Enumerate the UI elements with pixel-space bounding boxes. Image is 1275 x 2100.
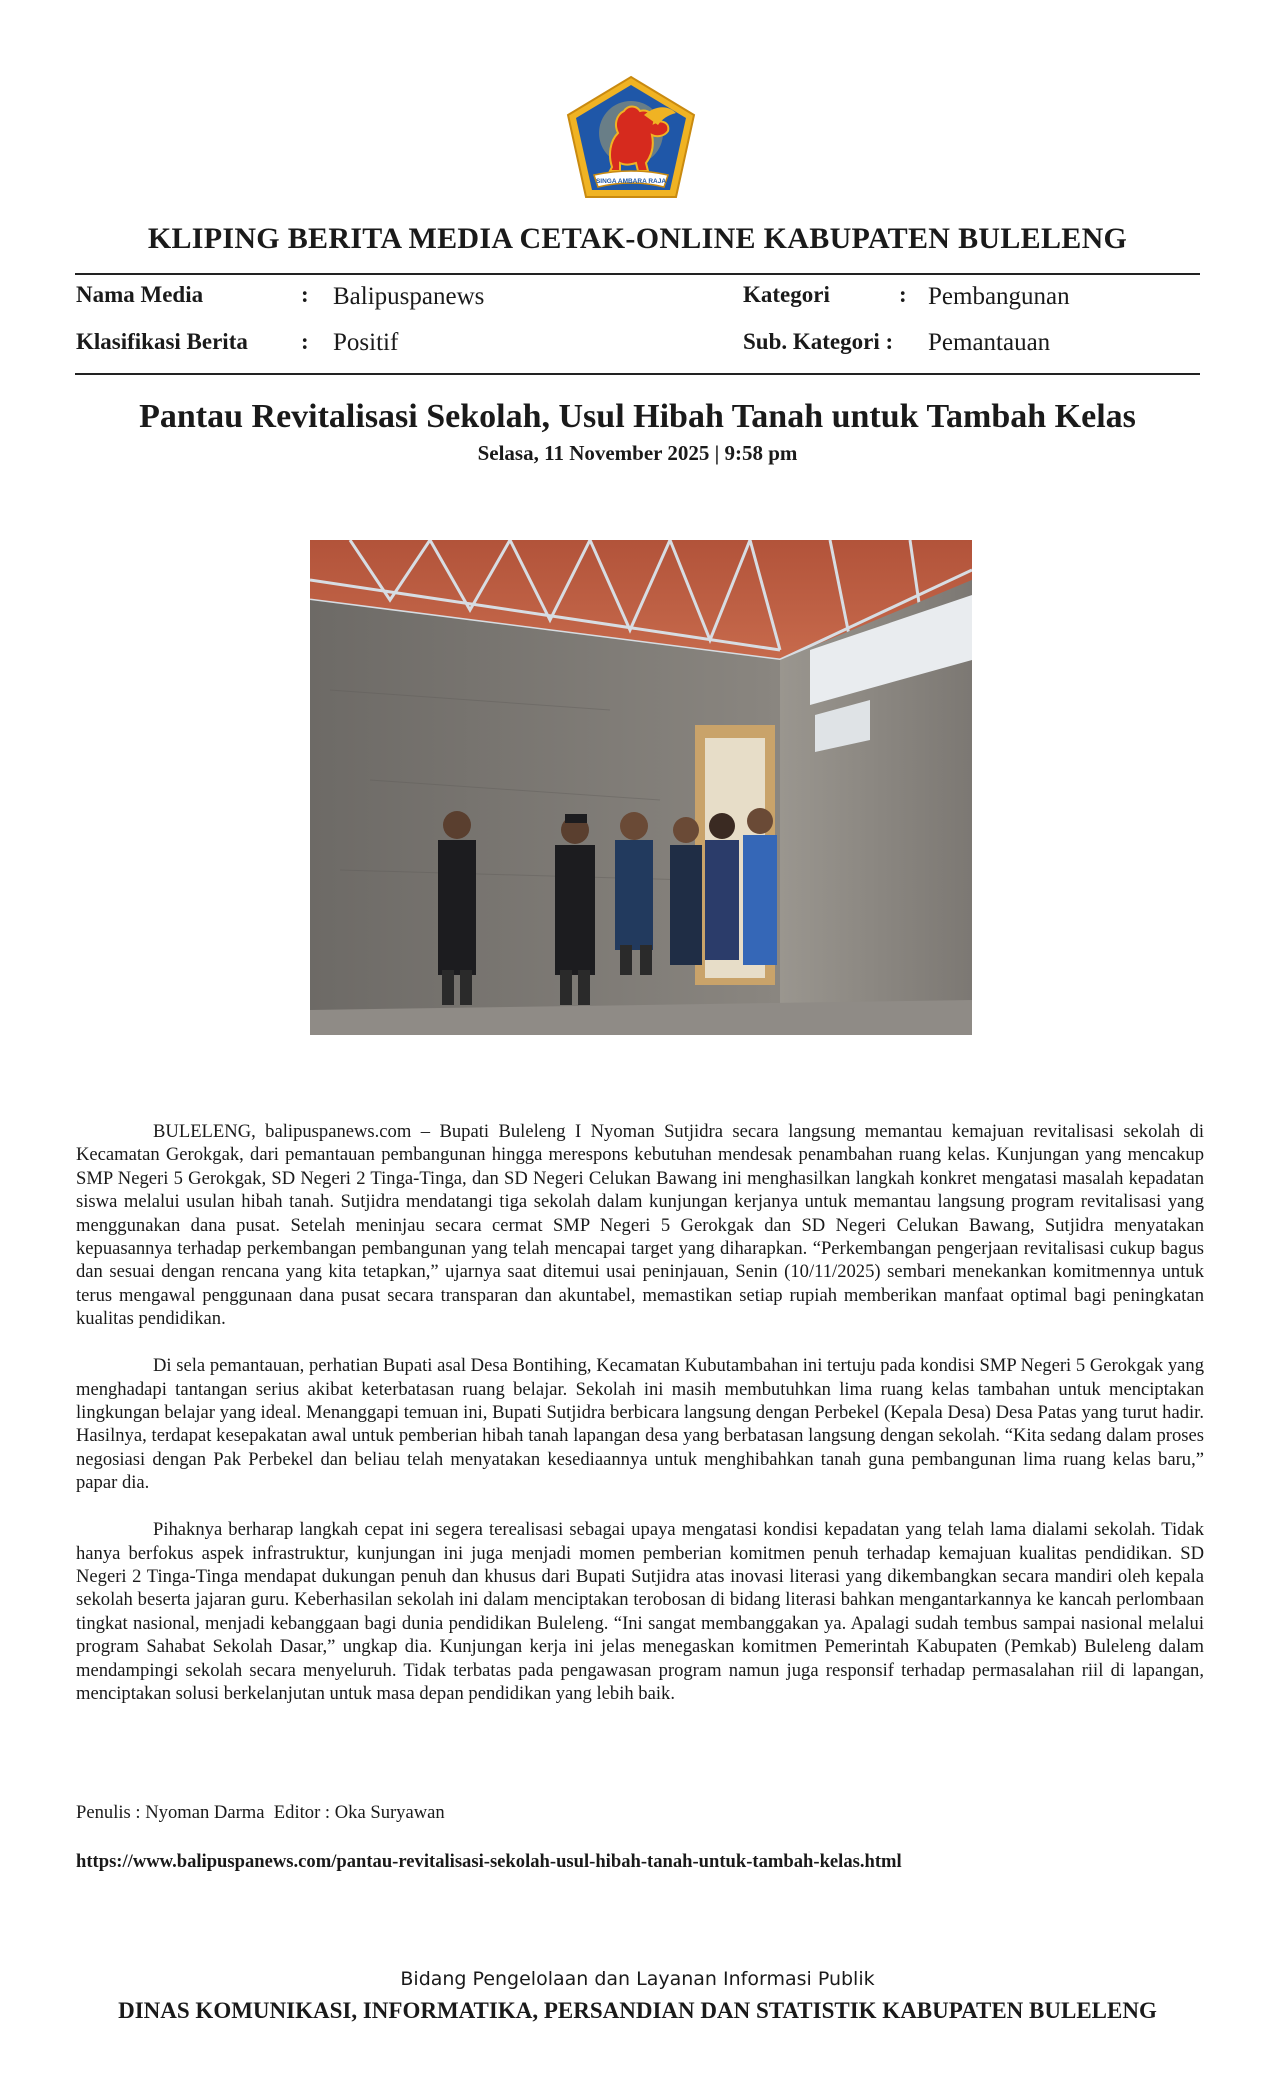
klasifikasi-value: Positif [333,329,399,356]
sub-kategori-value: Pemantauan [928,329,1051,356]
article-paragraph: Pihaknya berharap langkah cepat ini segera terealisasi sebagai upaya mengatasi kondisi kepadatan yang telah lama dialami sekolah. Tidak hanya berfokus aspek infrastruktur, kunjungan ini juga menjadi momen pemberian komitmen penuh terhadap kemajuan kualitas pendidikan. SD Negeri 2 Tinga-Tinga mendapat dukungan penuh dan khusus dari Bupati Sutjidra atas inovasi literasi yang dikembangkan secara mandiri oleh kepala sekolah beserta jajaran guru. Keberhasilan sekolah ini dalam menciptakan terobosan di bidang literasi bahkan mengantarkannya ke kancah perlombaan tingkat nasional, menjadi kebanggaan bagi dunia pendidikan Buleleng. “Ini sangat membanggakan ya. Apalagi sudah tembus sampai nasional melalui program Sahabat Sekolah Dasar,” ungkap dia. Kunjungan kerja ini jelas menegaskan komitmen Pemerintah Kabupaten (Pemkab) Buleleng dalam mendampingi sekolah secara menyeluruh. Tidak terbatas pada pengawasan program namun juga responsif terhadap permasalahan riil di lapangan, menciptakan solusi berkelanjutan untuk masa depan pendidikan yang lebih baik. [76,1519,1204,1704]
top-divider [75,273,1200,275]
kategori-label: Kategori [743,282,830,307]
article-paragraph: BULELENG, balipuspanews.com – Bupati Buleleng I Nyoman Sutjidra secara langsung memantau kemajuan revitalisasi sekolah di Kecamatan Gerokgak, dari pemantauan pembangunan hingga merespons kebutuhan mendesak penambahan ruang kelas. Kunjungan yang mencakup SMP Negeri 5 Gerokgak, SD Negeri 2 Tinga-Tinga, dan SD Negeri Celukan Bawang ini menghasilkan langkah konkret mengatasi masalah kepadatan siswa melalui usulan hibah tanah. Sutjidra mendatangi tiga sekolah dalam kunjungan kerjanya untuk memantau langsung program revitalisasi yang menggunakan dana pusat. Setelah meninjau secara cermat SMP Negeri 5 Gerokgak dan SD Negeri Celukan Bawang, Sutjidra menyatakan kepuasannya terhadap perkembangan pembangunan yang telah mencapai target yang diharapkan. “Perkembangan pengerjaan revitalisasi cukup bagus dan sesuai dengan rencana yang kita tetapkan,” ujarnya saat ditemui usai peninjauan, Senin (10/11/2025) sembari menekankan komitmennya untuk terus mengawal penggunaan dana pusat secara transparan dan akuntabel, memastikan setiap rupiah memberikan manfaat optimal bagi peningkatan kualitas pendidikan. [76,1121,1204,1330]
article-body [76,1120,1204,1729]
clipping-title: KLIPING BERITA MEDIA CETAK-ONLINE KABUPATEN BULELENG [147,222,1128,255]
buleleng-regency-logo [564,75,698,201]
author-editor-credits: Penulis : Nyoman Darma Editor : Oka Suryawan [76,1802,445,1823]
article-dateline: Selasa, 11 November 2025 | 9:58 pm [477,441,798,465]
source-url: https://www.balipuspanews.com/pantau-revitalisasi-sekolah-usul-hibah-tanah-untuk-tambah-kelas.html [76,1851,902,1872]
footer-agency: DINAS KOMUNIKASI, INFORMATIKA, PERSANDIAN DAN STATISTIK KABUPATEN BULELENG [118,1998,1157,2023]
article-photo [310,540,972,1035]
footer-subtitle: Bidang Pengelolaan dan Layanan Informasi Publik [400,1968,875,1990]
nama-media-value: Balipuspanews [333,283,485,310]
sub-kategori-label: Sub. Kategori : [743,329,894,354]
article-paragraph: Di sela pemantauan, perhatian Bupati asal Desa Bontihing, Kecamatan Kubutambahan ini tertuju pada kondisi SMP Negeri 5 Gerokgak yang menghadapi tantangan serius akibat keterbatasan ruang belajar. Sekolah ini masih membutuhkan lima ruang kelas tambahan untuk menciptakan lingkungan belajar yang ideal. Menanggapi temuan ini, Bupati Sutjidra berbicara langsung dengan Perbekel (Kepala Desa) Desa Patas yang turut hadir. Hasilnya, terdapat kesepakatan awal untuk pemberian hibah tanah lapangan desa yang berbatasan langsung dengan sekolah. “Kita sedang dalam proses negosiasi dengan Pak Perbekel dan beliau telah menyatakan kesediaannya untuk menghibahkan tanah guna pembangunan lima ruang kelas baru,” papar dia. [76,1355,1204,1494]
meta-colon: : [301,282,309,307]
bottom-divider [75,373,1200,375]
meta-colon: : [899,282,907,307]
article-headline: Pantau Revitalisasi Sekolah, Usul Hibah Tanah untuk Tambah Kelas [139,398,1136,435]
klasifikasi-label: Klasifikasi Berita [76,329,248,354]
nama-media-label: Nama Media [76,282,204,307]
meta-colon: : [301,329,309,354]
logo-motto: SINGA AMBARA RAJA [595,178,667,185]
kategori-value: Pembangunan [928,283,1070,310]
